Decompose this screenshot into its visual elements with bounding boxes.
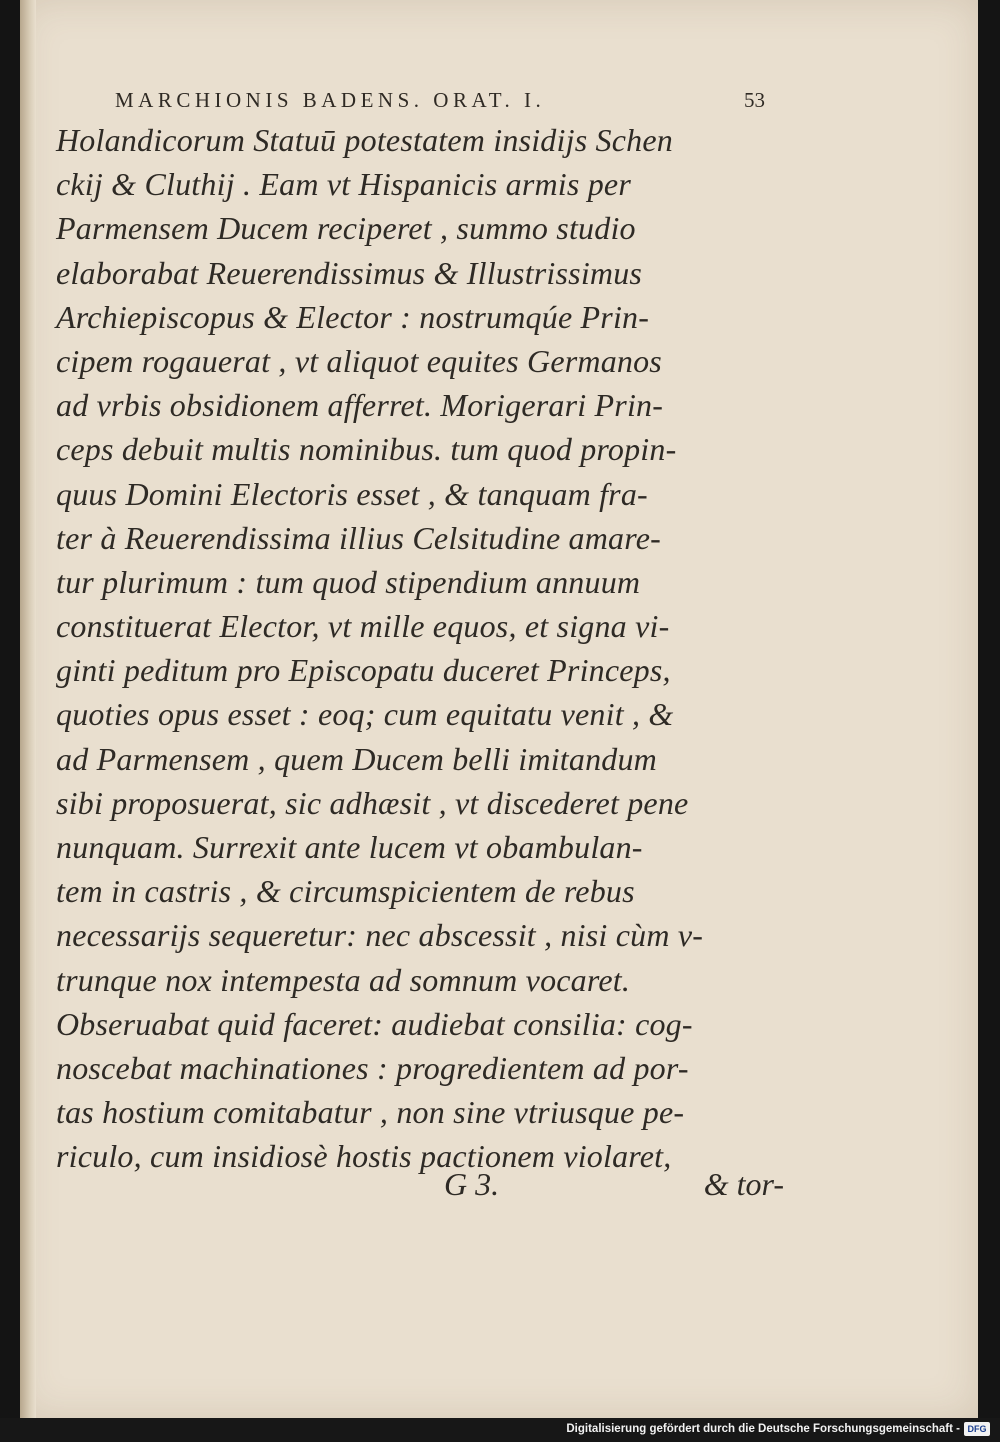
text-line: ginti peditum pro Episcopatu duceret Princeps, [56,652,671,689]
text-line: ad vrbis obsidionem afferret. Morigerari Prin- [56,387,664,424]
text-line: elaborabat Reuerendissimus & Illustrissimus [56,254,643,291]
text-line: cipem rogauerat , vt aliquot equites Germanos [56,342,662,379]
text-line: noscebat machinationes : progredientem ad por- [56,1049,689,1086]
text-line: constituerat Elector, vt mille equos, et signa vi- [56,608,670,645]
page-number: 53 [744,88,765,112]
text-line: nunquam. Surrexit ante lucem vt obambulan- [56,829,643,865]
text-line: Holandicorum Statuū potestatem insidijs Schen [56,122,673,158]
page-footer [444,1166,784,1216]
text-line: ckij & Cluthij . Eam vt Hispanicis armis per [56,166,631,203]
page-gutter [20,0,36,1418]
book-page [20,0,978,1418]
catchword: & tor- [703,1166,784,1202]
credit-text: Digitalisierung gefördert durch die Deutsche Forschungsgemeinschaft - [566,1423,960,1435]
funding-credit [566,1422,990,1436]
text-line: Archiepiscopus & Elector : nostrumqúe Prin- [56,298,650,335]
text-line: Parmensem Ducem reciperet , summo studio [56,210,636,247]
credit-bar [0,1418,1000,1442]
text-line: necessarijs sequeretur: nec abscessit , nisi cùm v- [56,917,704,954]
text-line: riculo, cum insidiosè hostis pactionem violaret, [56,1138,672,1175]
text-line: ceps debuit multis nominibus. tum quod propin- [56,431,677,468]
running-head-title: MARCHIONIS BADENS. ORAT. I. [115,88,546,112]
text-line: tas hostium comitabatur , non sine vtriusque pe- [56,1094,685,1131]
signature-mark: G 3. [444,1166,500,1202]
running-head [115,88,765,118]
text-line: tem in castris , & circumspicientem de rebus [56,873,635,910]
text-line: ter à Reuerendissima illius Celsitudine amare- [56,519,661,556]
text-line: trunque nox intempesta ad somnum vocaret. [56,961,631,998]
text-line: quus Domini Electoris esset , & tanquam fra- [56,475,648,512]
text-line: Obseruabat quid faceret: audiebat consilia: cog- [56,1005,693,1042]
body-text [56,118,786,1179]
dfg-logo-icon: DFG [964,1422,990,1436]
text-line: sibi proposuerat, sic adhæsit , vt discederet pene [56,784,689,821]
text-line: quoties opus esset : eoq; cum equitatu venit , & [56,696,674,733]
text-line: ad Parmensem , quem Ducem belli imitandum [56,740,657,777]
text-line: tur plurimum : tum quod stipendium annuum [56,563,641,600]
